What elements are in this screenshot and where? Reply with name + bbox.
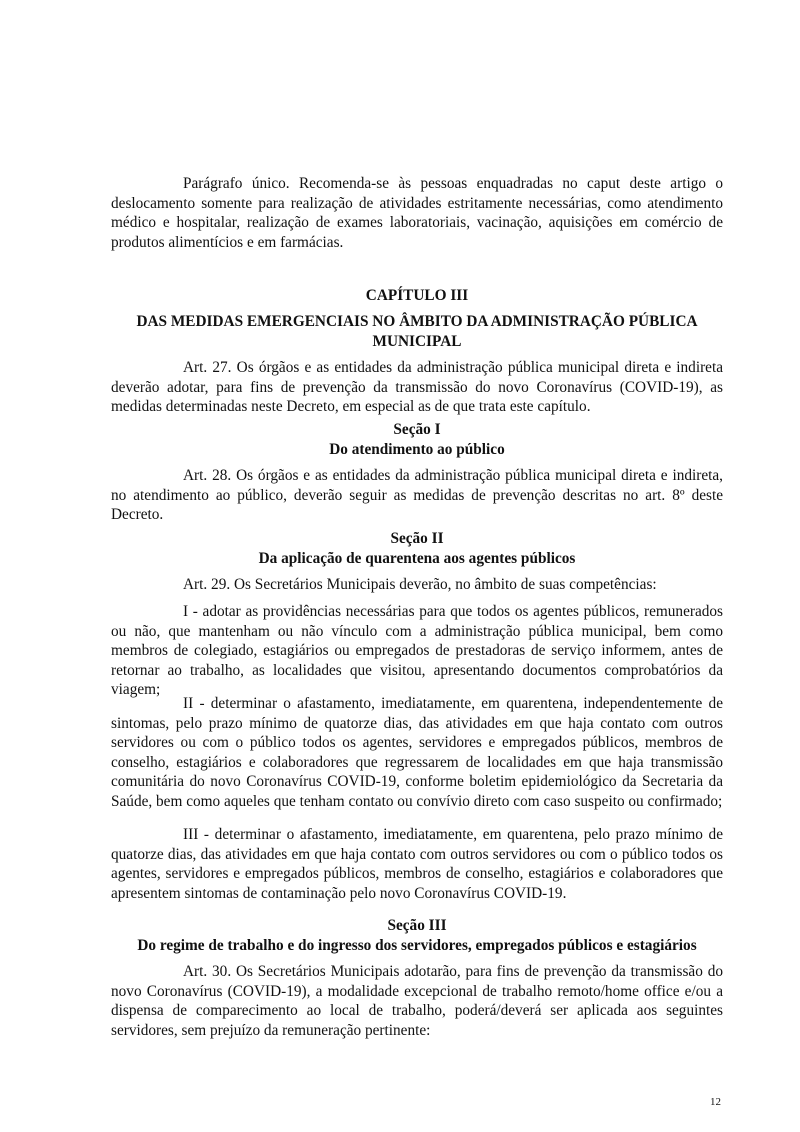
inciso-2: II - determinar o afastamento, imediatamente, em quarentena, independentemente de sintomas, pelo prazo mínimo de quatorze dias, das atividades em que haja contato com outros servidores ou com o público todos os agentes, servidores e empregados públicos, membros de conselho, estagiários e colaboradores que regressarem de localidades em que haja transmissão comunitária do novo Coronavírus COVID-19, conforme boletim epidemiológico da Secretaria da Saúde, bem como aqueles que tenham contato ou convívio direto com caso suspeito ou confirmado; [111,695,723,810]
chapter-title: CAPÍTULO III [365,287,469,304]
secao-1-title: Seção I [393,421,441,438]
art-29: Art. 29. Os Secretários Municipais deverão, no âmbito de suas competências: [183,576,657,593]
inciso-3: III - determinar o afastamento, imediatamente, em quarentena, pelo prazo mínimo de quatorze dias, das atividades em que haja contato com outros servidores ou com o público todos os agentes, servidores e empregados públicos, membros de conselho, estagiários e colaboradores que apresentem sintomas de contaminação pelo novo Coronavírus COVID-19. [111,826,723,902]
inciso-1: I - adotar as providências necessárias para que todos os agentes públicos, remunerados ou não, que mantenham ou não vínculo com a administração pública municipal, bem como membros de colegiado, estagiários ou empregados de prestadoras de serviço informem, antes de retornar ao trabalho, as localidades que visitou, apresentando documentos comprobatórios da viagem; [111,603,723,699]
secao-2-title: Seção II [390,530,444,547]
page-number: 12 [710,1096,721,1108]
secao-1-subtitle: Do atendimento ao público [329,441,505,458]
secao-2-subtitle: Da aplicação de quarentena aos agentes públicos [258,550,576,567]
art-30: Art. 30. Os Secretários Municipais adotarão, para fins de prevenção da transmissão do novo Coronavírus (COVID-19), a modalidade excepcional de trabalho remoto/home office e/ou a dispensa de comparecimento ao local de trabalho, poderá/deverá ser aplicada aos seguintes servidores, sem prejuízo da remuneração pertinente: [111,963,723,1039]
paragrafo-unico: Parágrafo único. Recomenda-se às pessoas enquadradas no caput deste artigo o deslocamento somente para realização de atividades estritamente necessárias, como atendimento médico e hospitalar, realização de exames laboratoriais, vacinação, aquisições em comércio de produtos alimentícios e em farmácias. [111,175,723,251]
art-28: Art. 28. Os órgãos e as entidades da administração pública municipal direta e indireta, no atendimento ao público, deverão seguir as medidas de prevenção descritas no art. 8º deste Decreto. [111,467,723,524]
art-27: Art. 27. Os órgãos e as entidades da administração pública municipal direta e indireta deverão adotar, para fins de prevenção da transmissão do novo Coronavírus (COVID-19), as medidas determinadas neste Decreto, em especial as de que trata este capítulo. [111,359,723,416]
chapter-subtitle: DAS MEDIDAS EMERGENCIAIS NO ÂMBITO DA ADMINISTRAÇÃO PÚBLICA MUNICIPAL [136,313,698,350]
secao-3-title: Seção III [387,917,447,934]
secao-3-subtitle: Do regime de trabalho e do ingresso dos servidores, empregados públicos e estagiários [137,937,697,954]
